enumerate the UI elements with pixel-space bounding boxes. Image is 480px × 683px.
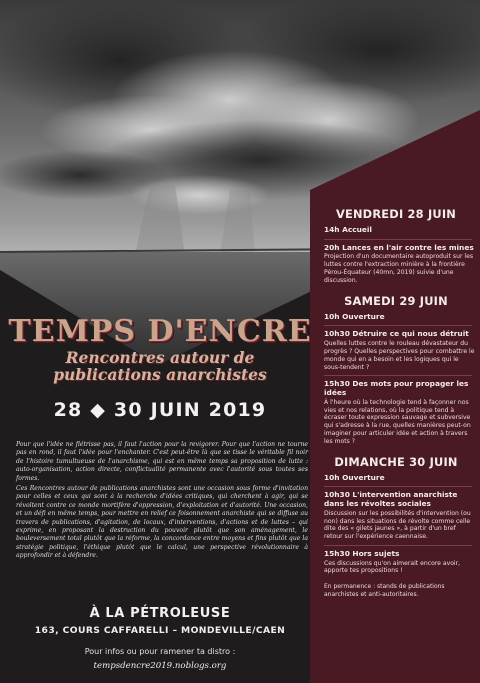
intro-text — [16, 441, 308, 563]
event-dates: 28 ◆ 30 JUIN 2019 — [53, 399, 267, 421]
event-description: À l'heure où la technologie tend à façonner nos vies et nos relations, où la politique tend à écraser toute expression sauvage et subversive qui s'adresse à la rue, quelles manières peut-on imaginer pour articuler idée et action à travers les mots ? — [324, 398, 471, 445]
intro-paragraph: Pour que l'idée ne flétrisse pas, il faut l'action pour la revigorer. Pour que l'action ne tourne pas en rond, il faut l'idée pour l'enchanter. C'est peut-être là que se tisse le véritable fil noir de l'histoire tumultueuse de l'anarchisme, qui est en même temps sa proposition de lutte : auto-organisation, action directe, conflictualité permanente avec l'autorité sous toutes ses formes. — [16, 441, 308, 482]
divider — [324, 325, 472, 326]
divider — [324, 486, 472, 487]
event-description: Projection d'un documentaire autoproduit sur les luttes contre l'extraction minière à la frontière Pérou-Équateur (40mn, 2019) suivie d'une discussion. — [324, 253, 474, 284]
event-title: 10h Ouverture — [324, 472, 385, 482]
event-title: 10h Ouverture — [324, 311, 385, 321]
permanence-note: En permanence : stands de publications anarchistes et anti-autoritaires. — [324, 583, 445, 599]
divider — [324, 239, 472, 240]
event-description: Ces discussions qu'on aimerait encore avoir, apporte tes propositions ! — [324, 559, 461, 575]
event-title: 15h30 Hors sujets — [324, 548, 400, 558]
day-saturday-heading: SAMEDI 29 JUIN — [344, 293, 448, 308]
event-description: Discussion sur les possibilités d'intervention (ou non) dans les situations de révolte comme celle dite des « gilets jaunes », à partir d'un bref retour sur l'expérience caennaise. — [324, 509, 471, 541]
venue-name: À LA PÉTROLEUSE — [89, 606, 231, 621]
event-title: 15h30 Des mots pour propager les idées — [324, 379, 469, 398]
event-title: 10h30 Détruire ce qui nous détruit — [324, 329, 469, 339]
intro-paragraph: Ces Rencontres autour de publications anarchistes sont une occasion sous forme d'invitation pour celles et ceux qui sont à la recherche d'idées critiques, qui cherchent à agir, qui se révoltent contre ce monde mortifère d'oppression, d'exploitation et d'autorité. Une occasion, et un défi en même temps, pour mettre en relief ce foisonnement anarchiste qui se diffuse au travers de publications, d'agitation, de locaux, d'interventions, d'actions et de luttes – qui exprime, en proposant la destruction du pouvoir plutôt que son aménagement, le bouleversement total plutôt que la réforme, la concordance entre moyens et fins plutôt que la stratégie politique, l'éthique plutôt que le calcul, une perspective révolutionnaire à approfondir et à défendre. — [16, 485, 308, 560]
event-title: 14h Accueil — [324, 225, 372, 234]
event-title: 10h30 L'intervention anarchiste dans les révoltes sociales — [324, 490, 458, 509]
info-text: Pour infos ou pour ramener ta distro : — [84, 647, 236, 656]
day-sunday-heading: DIMANCHE 30 JUIN — [334, 454, 458, 469]
divider — [324, 375, 472, 376]
event-title: 20h Lances en l'air contre les mines — [324, 242, 474, 252]
poster-title: TEMPS D'ENCRE — [8, 314, 312, 349]
day-friday-heading: VENDREDI 28 JUIN — [335, 207, 457, 221]
poster-subtitle — [0, 349, 320, 384]
schedule — [316, 207, 476, 599]
divider — [324, 545, 472, 546]
subtitle-line: publications anarchistes — [53, 365, 267, 385]
event-description: Quelles luttes contre le rouleau dévastateur du progrès ? Quelles perspectives pour combattre le monde qui en a besoin et les logiques qui le sous-tendent ? — [324, 340, 475, 371]
subtitle-line: Rencontres autour de — [65, 348, 255, 367]
website-link[interactable]: tempsdencre2019.noblogs.org — [93, 661, 227, 671]
venue-address: 163, COURS CAFFARELLI – MONDEVILLE/CAEN — [34, 625, 286, 636]
